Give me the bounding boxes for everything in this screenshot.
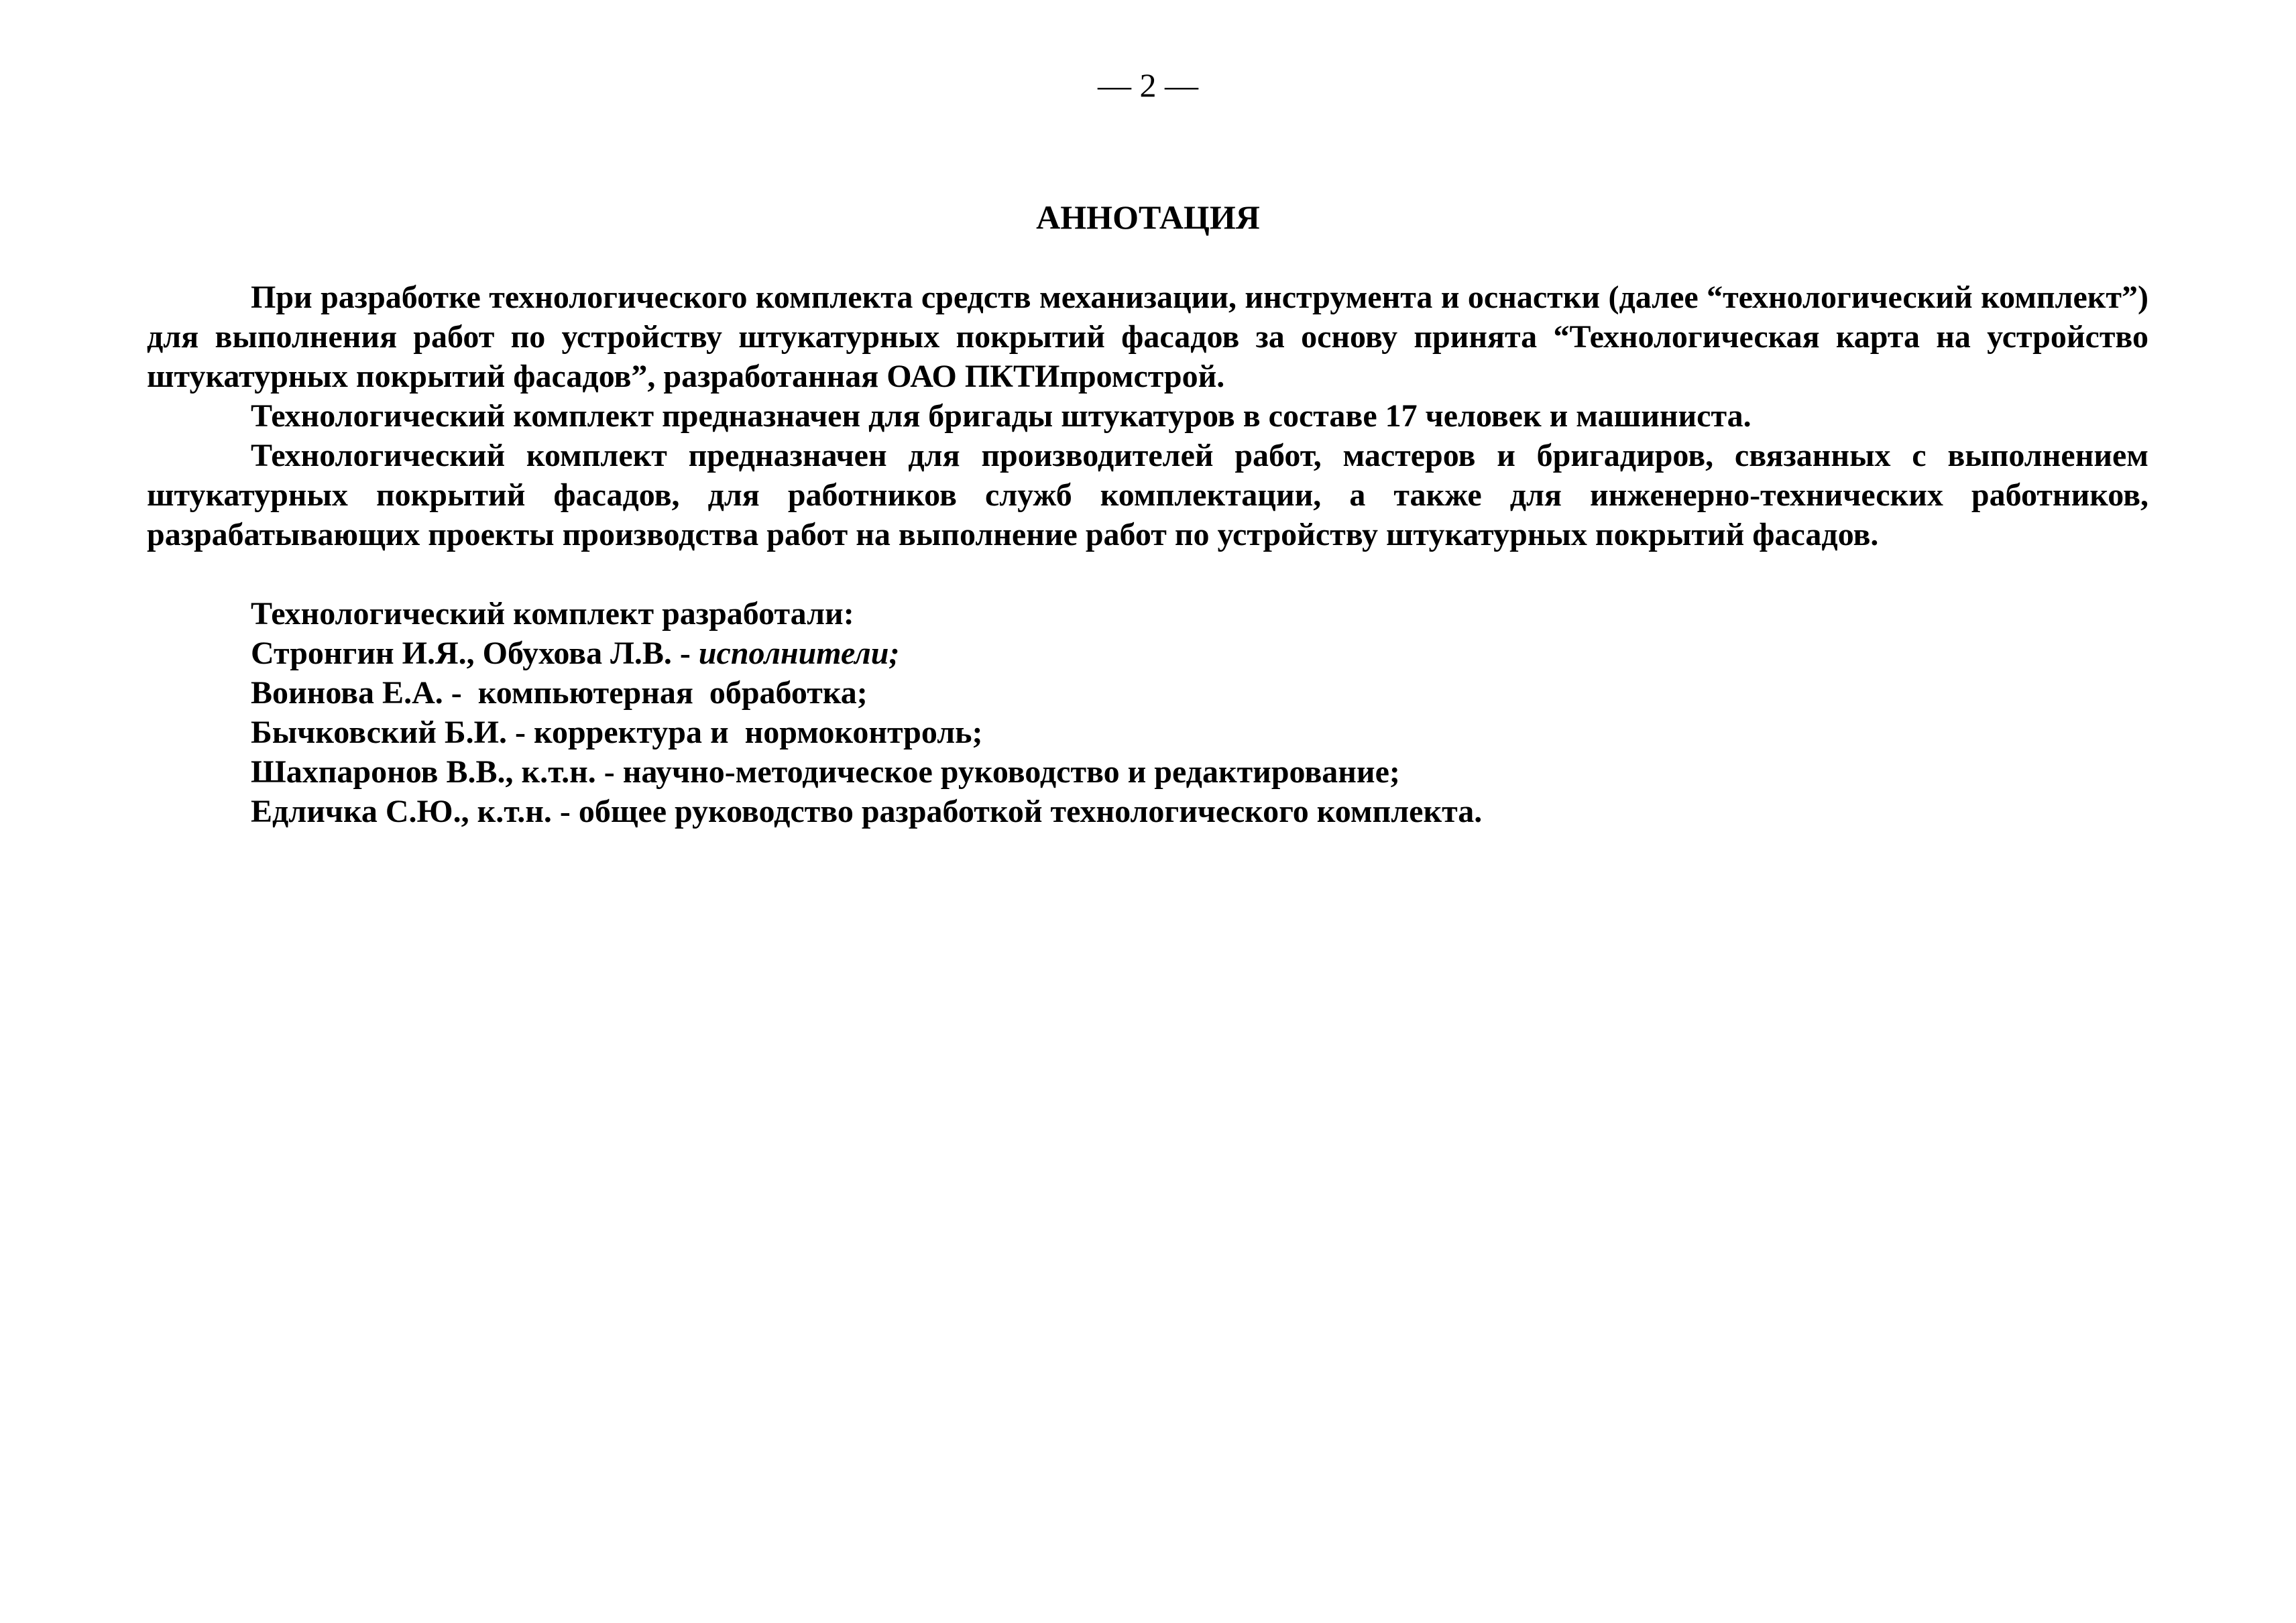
credit-names: Едличка С.Ю., к.т.н. - (251, 794, 579, 829)
credits-block (251, 594, 2148, 831)
credit-names: Шахпаронов В.В., к.т.н. - (251, 754, 623, 790)
credit-entry (251, 634, 2148, 673)
credit-entry (251, 752, 2148, 792)
credit-role: общее руководство разработкой технологического комплекта. (578, 794, 1483, 829)
credit-entry (251, 673, 2148, 713)
credit-names: Стронгин И.Я., Обухова Л.В. - (251, 636, 699, 671)
credit-role: корректура и нормоконтроль; (533, 715, 983, 750)
annotation-body (147, 278, 2148, 554)
credit-role: научно-методическое руководство и редактирование; (622, 754, 1400, 790)
credit-entry (251, 792, 2148, 831)
credit-entry (251, 713, 2148, 752)
credit-names: Бычковский Б.И. - (251, 715, 534, 750)
credit-role: компьютерная обработка; (477, 675, 868, 711)
page-number: — 2 — (1098, 66, 1198, 104)
page-title: АННОТАЦИЯ (1036, 198, 1260, 236)
paragraph-1: При разработке технологического комплекта средств механизации, инструмента и оснастки (далее “технологический комплект”) для выполнения работ по устройству штукатурных покрытий фасадов за основу принята “Технологическая карта на устройство штукатурных покрытий фасадов”, разработанная ОАО ПКТИпромстрой. (147, 280, 2148, 394)
paragraph-2: Технологический комплект предназначен для бригады штукатуров в составе 17 человек и машиниста. (251, 398, 1752, 434)
credit-names: Воинова Е.А. - (251, 675, 478, 711)
credit-role: исполнители; (698, 636, 900, 671)
paragraph-3: Технологический комплект предназначен для производителей работ, мастеров и бригадиров, связанных с выполнением штукатурных покрытий фасадов, для работников служб комплектации, а также для инженерно-технических работников, разрабатывающих проекты производства работ на выполнение работ по устройству штукатурных покрытий фасадов. (147, 438, 2148, 552)
credits-heading: Технологический комплект разработали: (251, 596, 854, 632)
